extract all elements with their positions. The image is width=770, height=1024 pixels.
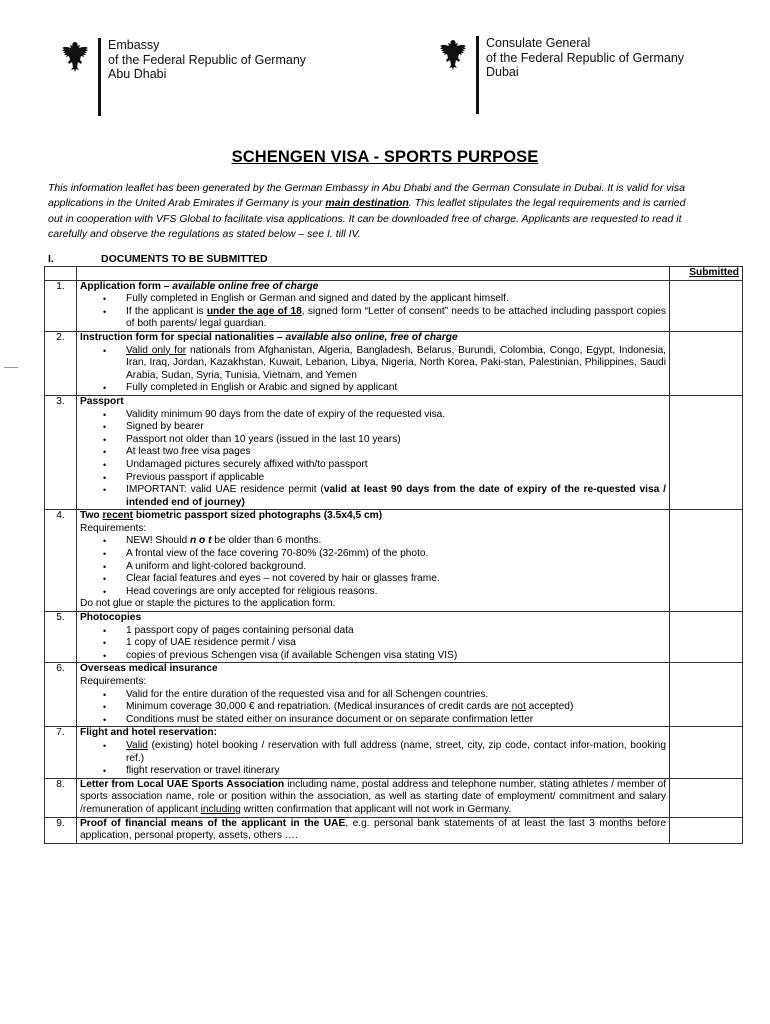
- table-row: [45, 280, 743, 331]
- list-item: • 1 passport copy of pages containing personal data: [126, 625, 666, 638]
- row-number: 7.: [45, 727, 77, 778]
- list-item: • Minimum coverage 30,000 € and repatriation. (Medical insurances of credit cards are not accepted): [126, 701, 666, 714]
- list-item: • A uniform and light-colored background.: [126, 561, 666, 574]
- submitted-header: Submitted: [670, 267, 743, 281]
- letterhead-bar: [476, 36, 479, 114]
- list-item: • Conditions must be stated either on insurance document or on separate confirmation letter: [126, 714, 666, 727]
- table-row: [45, 612, 743, 663]
- bullet-list: [80, 535, 666, 598]
- section-title: DOCUMENTS TO BE SUBMITTED: [101, 253, 268, 265]
- list-item: • Valid for the entire duration of the requested visa and for all Schengen countries.: [126, 689, 666, 702]
- page-title: SCHENGEN VISA - SPORTS PURPOSE: [231, 148, 539, 166]
- row-content: Passport • Validity minimum 90 days from the date of expiry of the requested visa. • Signed by bearer • Passport not older than 10 years (issued in the last 10 years) • At least two free visa pages • Undamaged pictures securely affixed with/to passport • Previous passport if applicable • IMPORTANT: valid UAE residence permit (valid at least 90 days from the date of expiry of the re-quested visa / intended end of journey): [77, 395, 670, 509]
- list-item: • IMPORTANT: valid UAE residence permit (valid at least 90 days from the date of expiry of the re-quested visa / intended end of journey): [126, 484, 666, 509]
- list-item: • NEW! Should n o t be older than 6 months.: [126, 535, 666, 548]
- documents-table: [44, 266, 743, 844]
- row-number: 9.: [45, 817, 77, 843]
- row-number: 2.: [45, 331, 77, 395]
- eagle-icon: [60, 40, 90, 74]
- table-row: [45, 331, 743, 395]
- table-row: [45, 778, 743, 817]
- list-item: • If the applicant is under the age of 18, signed form “Letter of consent” needs to be attached including passport copies of both parents/ legal guardian.: [126, 306, 666, 331]
- table-row: [45, 663, 743, 727]
- margin-mark: [4, 367, 18, 368]
- intro-paragraph: This information leaflet has been generated by the German Embassy in Abu Dhabi and the German Consulate in Dubai. It is valid for visa applications in the United Arab Emirates if Germany is your main destination. This leaflet stipulates the legal requirements and is carried out in cooperation with VFS Global to facilitate visa applications. It can be downloaded free of charge. Applicants are requested to read it carefully and observe the regulations as stated below – see I. till IV.: [48, 182, 686, 240]
- list-item: • Head coverings are only accepted for religious reasons.: [126, 586, 666, 599]
- row-number: 4.: [45, 510, 77, 612]
- submitted-checkbox[interactable]: [670, 817, 743, 843]
- table-row: [45, 395, 743, 509]
- embassy-name: Embassy of the Federal Republic of Germany Abu Dhabi: [108, 38, 307, 81]
- bullet-list: [80, 293, 666, 331]
- list-item: • Valid (existing) hotel booking / reservation with full address (name, street, city, zip code, contact infor-mation, booking ref.): [126, 740, 666, 765]
- section-number: I.: [48, 253, 54, 265]
- row-content: Application form – available online free of charge • Fully completed in English or German and signed and dated by the applicant himself. • If the applicant is under the age of 18, signed form “Letter of consent” needs to be attached including passport copies of both parents/ legal guardian.: [77, 280, 670, 331]
- list-item: • Passport not older than 10 years (issued in the last 10 years): [126, 434, 666, 447]
- row-number: 1.: [45, 280, 77, 331]
- row-content: Flight and hotel reservation: • Valid (existing) hotel booking / reservation with full address (name, street, city, zip code, contact infor-mation, booking ref.) • flight reservation or travel itinerary: [77, 727, 670, 778]
- row-content: Letter from Local UAE Sports Association including name, postal address and telephone number, stating athletes / member of sports association name, role or position within the association, as well as starting date of employment/ commitment and salary /remuneration of applicant including written confirmation that applicant will not work in Germany.: [77, 778, 670, 817]
- submitted-checkbox[interactable]: [670, 331, 743, 395]
- submitted-checkbox[interactable]: [670, 280, 743, 331]
- submitted-checkbox[interactable]: [670, 663, 743, 727]
- table-header-row: [45, 267, 743, 281]
- submitted-checkbox[interactable]: [670, 778, 743, 817]
- list-item: • Undamaged pictures securely affixed with/to passport: [126, 459, 666, 472]
- table-row: [45, 727, 743, 778]
- list-item: • Fully completed in English or German and signed and dated by the applicant himself.: [126, 293, 666, 306]
- submitted-checkbox[interactable]: [670, 727, 743, 778]
- list-item: • Previous passport if applicable: [126, 472, 666, 485]
- list-item: • Valid only for nationals from Afghanistan, Algeria, Bangladesh, Belarus, Burundi, Colombia, Congo, Egypt, Indonesia, Iran, Iraq, Jordan, Kazakhstan, Kuwait, Lebanon, Libya, Nigeria, North Korea, Paki-stan, Palestinian, Philippines, Saudi Arabia, Sudan, Syria, Tunisia, Vietnam, and Yemen: [126, 345, 666, 383]
- row-number: 3.: [45, 395, 77, 509]
- table-row: [45, 817, 743, 843]
- submitted-checkbox[interactable]: [670, 612, 743, 663]
- row-number: 8.: [45, 778, 77, 817]
- letterhead-bar: [98, 38, 101, 116]
- row-content: Proof of financial means of the applicant in the UAE, e.g. personal bank statements of at least the last 3 months before application, personal property, assets, others ….: [77, 817, 670, 843]
- row-content: Photocopies • 1 passport copy of pages containing personal data • 1 copy of UAE residence permit / visa • copies of previous Schengen visa (if available Schengen visa stating VIS): [77, 612, 670, 663]
- submitted-checkbox[interactable]: [670, 510, 743, 612]
- list-item: • Clear facial features and eyes – not covered by hair or glasses frame.: [126, 573, 666, 586]
- row-number: 6.: [45, 663, 77, 727]
- row-number: 5.: [45, 612, 77, 663]
- list-item: • 1 copy of UAE residence permit / visa: [126, 637, 666, 650]
- list-item: • At least two free visa pages: [126, 446, 666, 459]
- list-item: • copies of previous Schengen visa (if available Schengen visa stating VIS): [126, 650, 666, 663]
- bullet-list: [80, 740, 666, 778]
- list-item: • A frontal view of the face covering 70-80% (32-26mm) of the photo.: [126, 548, 666, 561]
- bullet-list: [80, 689, 666, 727]
- bullet-list: [80, 409, 666, 510]
- embassy-letterhead: [60, 38, 306, 116]
- row-content: Overseas medical insurance Requirements: • Valid for the entire duration of the requested visa and for all Schengen countries. • Minimum coverage 30,000 € and repatriation. (Medical insurances of credit cards are not accepted) • Conditions must be stated either on insurance document or on separate confirmation letter: [77, 663, 670, 727]
- consulate-name: Consulate General of the Federal Republic of Germany Dubai: [486, 36, 685, 79]
- table-row: [45, 510, 743, 612]
- row-content: Instruction form for special nationalities – available also online, free of charge • Valid only for nationals from Afghanistan, Algeria, Bangladesh, Belarus, Burundi, Colombia, Congo, Egypt, Indonesia, Iran, Iraq, Jordan, Kazakhstan, Kuwait, Lebanon, Libya, Nigeria, North Korea, Paki-stan, Palestinian, Philippines, Saudi Arabia, Sudan, Syria, Tunisia, Vietnam, and Yemen • Fully completed in English or Arabic and signed by applicant: [77, 331, 670, 395]
- bullet-list: [80, 625, 666, 663]
- eagle-icon: [438, 38, 468, 72]
- list-item: • Validity minimum 90 days from the date of expiry of the requested visa.: [126, 409, 666, 422]
- consulate-letterhead: [438, 36, 684, 114]
- list-item: • Signed by bearer: [126, 421, 666, 434]
- letterhead: [0, 32, 770, 122]
- submitted-checkbox[interactable]: [670, 395, 743, 509]
- list-item: • flight reservation or travel itinerary: [126, 765, 666, 778]
- list-item: • Fully completed in English or Arabic and signed by applicant: [126, 382, 666, 395]
- row-content: Two recent biometric passport sized photographs (3.5x4,5 cm) Requirements: • NEW! Should n o t be older than 6 months. • A frontal view of the face covering 70-80% (32-26mm) of the photo. • A uniform and light-colored background. • Clear facial features and eyes – not covered by hair or glasses frame. • Head coverings are only accepted for religious reasons. Do not glue or staple the pictures to the application form.: [77, 510, 670, 612]
- bullet-list: [80, 345, 666, 395]
